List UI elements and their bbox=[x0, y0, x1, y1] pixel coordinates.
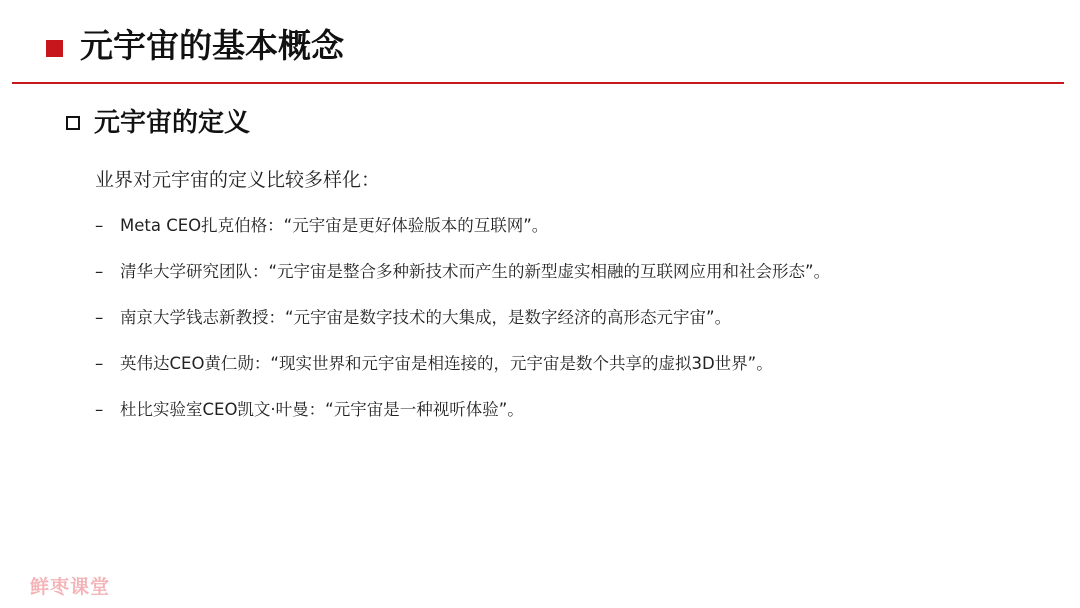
definition-text: 杜比实验室CEO凯文·叶曼：“元宇宙是一种视听体验”。 bbox=[120, 400, 524, 419]
definition-text: 英伟达CEO黄仁勋：“现实世界和元宇宙是相连接的，元宇宙是数个共享的虚拟3D世界”。 bbox=[120, 354, 773, 373]
title-divider bbox=[12, 82, 1064, 84]
hollow-square-bullet-icon bbox=[66, 116, 80, 130]
dash-bullet: – bbox=[95, 216, 104, 235]
definition-item bbox=[95, 350, 830, 396]
watermark-logo: 鲜枣课堂 bbox=[30, 576, 111, 598]
definition-item bbox=[95, 304, 830, 350]
definition-item bbox=[95, 396, 830, 442]
dash-bullet: – bbox=[95, 262, 104, 281]
definition-item bbox=[95, 258, 830, 304]
definition-item bbox=[95, 212, 830, 258]
definition-text: Meta CEO扎克伯格：“元宇宙是更好体验版本的互联网”。 bbox=[120, 216, 549, 235]
dash-bullet: – bbox=[95, 308, 104, 327]
definition-text: 南京大学钱志新教授：“元宇宙是数字技术的大集成，是数字经济的高形态元宇宙”。 bbox=[120, 308, 732, 327]
section-heading: 元宇宙的定义 bbox=[94, 108, 251, 138]
slide-title: 元宇宙的基本概念 bbox=[80, 26, 344, 65]
intro-text: 业界对元宇宙的定义比较多样化： bbox=[95, 169, 381, 191]
slide-header bbox=[0, 0, 1080, 84]
dash-bullet: – bbox=[95, 354, 104, 373]
title-square-marker bbox=[46, 40, 63, 57]
definition-text: 清华大学研究团队：“元宇宙是整合多种新技术而产生的新型虚实相融的互联网应用和社会形态”。 bbox=[120, 262, 831, 281]
definition-list bbox=[95, 212, 830, 442]
dash-bullet: – bbox=[95, 400, 104, 419]
